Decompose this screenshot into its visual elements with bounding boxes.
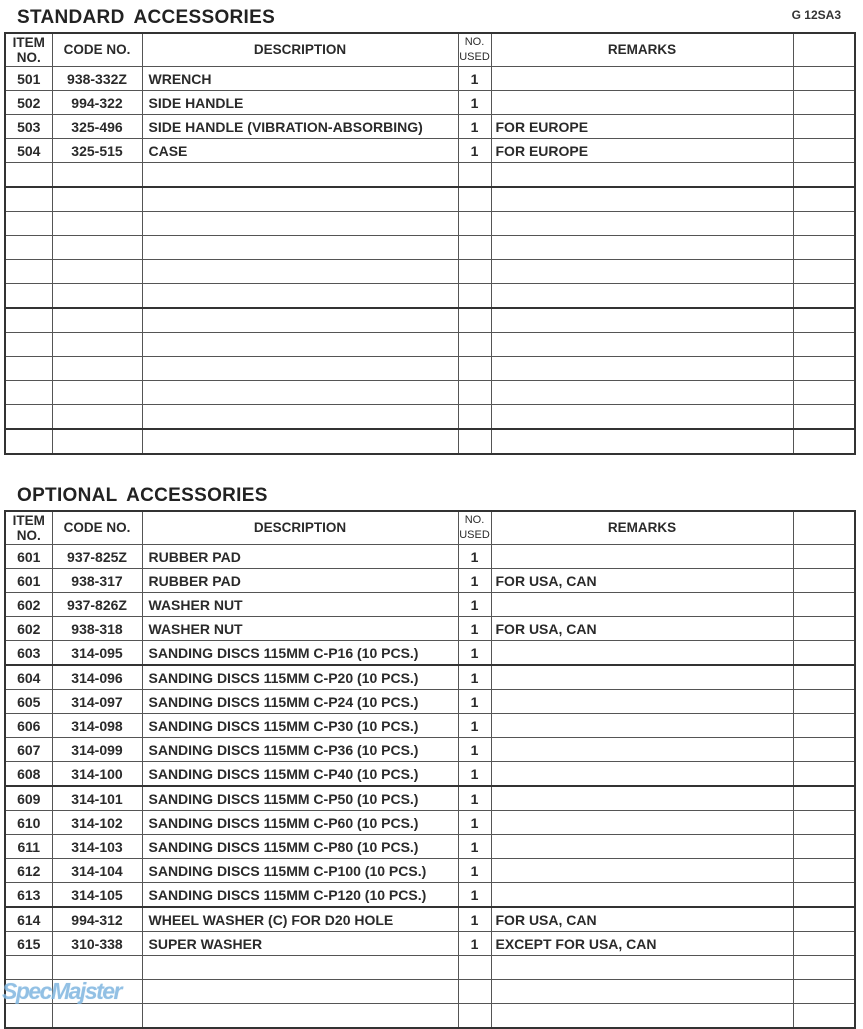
blank-cell: [793, 811, 855, 835]
remarks-cell: FOR EUROPE: [491, 115, 793, 139]
code-cell: 314-095: [52, 641, 142, 666]
table-row: [5, 641, 855, 666]
code-cell: 314-105: [52, 883, 142, 908]
blank-cell: [793, 67, 855, 91]
blank-cell: [793, 786, 855, 811]
code-cell: [52, 236, 142, 260]
description-cell: [142, 381, 458, 405]
code-cell: 314-098: [52, 714, 142, 738]
code-cell: [52, 260, 142, 284]
optional-accessories-table: [4, 510, 856, 1029]
blank-cell: [793, 762, 855, 787]
code-cell: 937-825Z: [52, 545, 142, 569]
description-cell: SANDING DISCS 115MM C-P50 (10 PCS.): [142, 786, 458, 811]
used-cell: 1: [458, 932, 491, 956]
empty-table-row: [5, 956, 855, 980]
table-row: [5, 859, 855, 883]
code-cell: [52, 956, 142, 980]
description-cell: [142, 260, 458, 284]
empty-table-row: [5, 284, 855, 309]
used-cell: [458, 357, 491, 381]
remarks-cell: [491, 357, 793, 381]
item-cell: 602: [5, 617, 52, 641]
code-cell: [52, 333, 142, 357]
table-row: [5, 665, 855, 690]
code-cell: [52, 405, 142, 430]
description-cell: WASHER NUT: [142, 617, 458, 641]
description-cell: [142, 333, 458, 357]
description-cell: [142, 956, 458, 980]
used-cell: 1: [458, 545, 491, 569]
blank-cell: [793, 260, 855, 284]
empty-table-row: [5, 260, 855, 284]
table-row: [5, 786, 855, 811]
code-cell: 314-101: [52, 786, 142, 811]
remarks-cell: FOR USA, CAN: [491, 617, 793, 641]
table-row: [5, 545, 855, 569]
item-cell: 501: [5, 67, 52, 91]
code-cell: 937-826Z: [52, 593, 142, 617]
remarks-cell: [491, 980, 793, 1004]
item-cell: [5, 956, 52, 980]
empty-table-row: [5, 405, 855, 430]
used-cell: 1: [458, 665, 491, 690]
description-cell: SANDING DISCS 115MM C-P36 (10 PCS.): [142, 738, 458, 762]
optional-accessories-title: OPTIONAL ACCESSORIES: [17, 485, 268, 506]
code-cell: 314-096: [52, 665, 142, 690]
blank-cell: [793, 980, 855, 1004]
table-row: [5, 569, 855, 593]
blank-cell: [793, 139, 855, 163]
used-cell: 1: [458, 139, 491, 163]
code-cell: 314-099: [52, 738, 142, 762]
remarks-cell: [491, 284, 793, 309]
description-cell: SANDING DISCS 115MM C-P40 (10 PCS.): [142, 762, 458, 787]
code-cell: [52, 357, 142, 381]
remarks-cell: [491, 67, 793, 91]
empty-table-row: [5, 980, 855, 1004]
code-cell: 310-338: [52, 932, 142, 956]
description-cell: [142, 405, 458, 430]
description-cell: WHEEL WASHER (C) FOR D20 HOLE: [142, 907, 458, 932]
remarks-cell: [491, 641, 793, 666]
description-cell: CASE: [142, 139, 458, 163]
page-code: G 12SA3: [791, 8, 841, 22]
code-no-header: CODE NO.: [52, 33, 142, 67]
empty-table-row: [5, 429, 855, 454]
blank-cell: [793, 163, 855, 188]
description-cell: SUPER WASHER: [142, 932, 458, 956]
code-cell: 994-322: [52, 91, 142, 115]
table-row: [5, 139, 855, 163]
description-cell: [142, 357, 458, 381]
item-cell: 609: [5, 786, 52, 811]
remarks-cell: [491, 665, 793, 690]
remarks-cell: [491, 429, 793, 454]
item-cell: 602: [5, 593, 52, 617]
used-cell: 1: [458, 811, 491, 835]
description-cell: [142, 429, 458, 454]
item-cell: [5, 1004, 52, 1029]
code-cell: [52, 429, 142, 454]
blank-cell: [793, 883, 855, 908]
used-cell: [458, 212, 491, 236]
table-header-row: [5, 33, 855, 67]
description-cell: SANDING DISCS 115MM C-P80 (10 PCS.): [142, 835, 458, 859]
blank-cell: [793, 665, 855, 690]
used-cell: 1: [458, 115, 491, 139]
used-cell: 1: [458, 762, 491, 787]
blank-cell: [793, 187, 855, 212]
remarks-cell: [491, 187, 793, 212]
item-cell: 607: [5, 738, 52, 762]
description-header: DESCRIPTION: [142, 33, 458, 67]
remarks-cell: [491, 308, 793, 333]
remarks-cell: [491, 545, 793, 569]
item-cell: 608: [5, 762, 52, 787]
item-cell: [5, 284, 52, 309]
used-cell: [458, 163, 491, 188]
description-cell: RUBBER PAD: [142, 545, 458, 569]
blank-cell: [793, 1004, 855, 1029]
blank-cell: [793, 907, 855, 932]
code-cell: 314-104: [52, 859, 142, 883]
empty-table-row: [5, 333, 855, 357]
used-cell: [458, 429, 491, 454]
code-cell: [52, 163, 142, 188]
blank-cell: [793, 308, 855, 333]
used-cell: 1: [458, 617, 491, 641]
description-cell: [142, 284, 458, 309]
no-used-header: NO. USED: [458, 511, 491, 545]
code-cell: [52, 212, 142, 236]
blank-cell: [793, 381, 855, 405]
item-cell: 601: [5, 569, 52, 593]
item-cell: 605: [5, 690, 52, 714]
used-cell: 1: [458, 91, 491, 115]
remarks-cell: [491, 260, 793, 284]
description-cell: SANDING DISCS 115MM C-P20 (10 PCS.): [142, 665, 458, 690]
item-cell: [5, 308, 52, 333]
remarks-cell: [491, 593, 793, 617]
remarks-cell: [491, 835, 793, 859]
item-cell: [5, 381, 52, 405]
item-cell: 604: [5, 665, 52, 690]
empty-table-row: [5, 357, 855, 381]
used-cell: 1: [458, 714, 491, 738]
code-cell: 994-312: [52, 907, 142, 932]
item-cell: [5, 163, 52, 188]
description-cell: [142, 308, 458, 333]
description-cell: [142, 236, 458, 260]
empty-table-row: [5, 163, 855, 188]
table-row: [5, 811, 855, 835]
remarks-cell: [491, 738, 793, 762]
blank-cell: [793, 690, 855, 714]
remarks-cell: [491, 859, 793, 883]
description-cell: SANDING DISCS 115MM C-P30 (10 PCS.): [142, 714, 458, 738]
empty-table-row: [5, 308, 855, 333]
item-cell: [5, 212, 52, 236]
description-cell: [142, 980, 458, 1004]
used-cell: 1: [458, 738, 491, 762]
remarks-cell: [491, 811, 793, 835]
blank-cell: [793, 405, 855, 430]
description-cell: SANDING DISCS 115MM C-P16 (10 PCS.): [142, 641, 458, 666]
table-row: [5, 115, 855, 139]
table-row: [5, 714, 855, 738]
table-row: [5, 67, 855, 91]
used-cell: 1: [458, 883, 491, 908]
code-cell: 314-103: [52, 835, 142, 859]
description-cell: [142, 163, 458, 188]
remarks-cell: [491, 762, 793, 787]
blank-cell: [793, 212, 855, 236]
table-row: [5, 762, 855, 787]
blank-cell: [793, 593, 855, 617]
remarks-cell: [491, 333, 793, 357]
description-cell: [142, 1004, 458, 1029]
description-cell: SIDE HANDLE (VIBRATION-ABSORBING): [142, 115, 458, 139]
empty-table-row: [5, 236, 855, 260]
description-cell: SANDING DISCS 115MM C-P24 (10 PCS.): [142, 690, 458, 714]
used-cell: [458, 308, 491, 333]
used-cell: 1: [458, 835, 491, 859]
code-cell: 938-332Z: [52, 67, 142, 91]
description-cell: SANDING DISCS 115MM C-P120 (10 PCS.): [142, 883, 458, 908]
remarks-cell: [491, 236, 793, 260]
remarks-cell: [491, 91, 793, 115]
empty-table-row: [5, 187, 855, 212]
code-cell: 314-097: [52, 690, 142, 714]
blank-header: [793, 33, 855, 67]
blank-cell: [793, 357, 855, 381]
item-cell: 612: [5, 859, 52, 883]
blank-cell: [793, 236, 855, 260]
standard-accessories-table: [4, 32, 856, 455]
item-cell: 613: [5, 883, 52, 908]
no-used-header: NO. USED: [458, 33, 491, 67]
watermark-logo: SpecMajster: [2, 978, 122, 1004]
table-header-row: [5, 511, 855, 545]
blank-cell: [793, 859, 855, 883]
item-cell: [5, 429, 52, 454]
blank-cell: [793, 115, 855, 139]
used-cell: 1: [458, 593, 491, 617]
item-cell: [5, 236, 52, 260]
remarks-cell: [491, 690, 793, 714]
table-row: [5, 91, 855, 115]
description-cell: SANDING DISCS 115MM C-P60 (10 PCS.): [142, 811, 458, 835]
blank-cell: [793, 91, 855, 115]
used-cell: 1: [458, 690, 491, 714]
item-cell: [5, 333, 52, 357]
used-cell: 1: [458, 907, 491, 932]
used-cell: [458, 1004, 491, 1029]
remarks-header: REMARKS: [491, 511, 793, 545]
blank-cell: [793, 429, 855, 454]
item-cell: 603: [5, 641, 52, 666]
remarks-cell: FOR EUROPE: [491, 139, 793, 163]
remarks-cell: [491, 163, 793, 188]
description-header: DESCRIPTION: [142, 511, 458, 545]
used-cell: 1: [458, 859, 491, 883]
empty-table-row: [5, 212, 855, 236]
remarks-cell: [491, 786, 793, 811]
item-cell: [5, 187, 52, 212]
item-cell: 611: [5, 835, 52, 859]
item-cell: 614: [5, 907, 52, 932]
used-cell: 1: [458, 67, 491, 91]
remarks-cell: [491, 381, 793, 405]
description-cell: WASHER NUT: [142, 593, 458, 617]
remarks-cell: [491, 405, 793, 430]
remarks-cell: [491, 956, 793, 980]
used-cell: [458, 405, 491, 430]
blank-cell: [793, 835, 855, 859]
used-cell: [458, 236, 491, 260]
empty-table-row: [5, 381, 855, 405]
remarks-cell: FOR USA, CAN: [491, 569, 793, 593]
empty-table-row: [5, 1004, 855, 1029]
item-cell: 502: [5, 91, 52, 115]
item-cell: [5, 260, 52, 284]
table-row: [5, 690, 855, 714]
used-cell: [458, 980, 491, 1004]
blank-cell: [793, 641, 855, 666]
table-row: [5, 617, 855, 641]
code-cell: 314-102: [52, 811, 142, 835]
blank-cell: [793, 714, 855, 738]
code-cell: [52, 1004, 142, 1029]
blank-cell: [793, 617, 855, 641]
blank-cell: [793, 956, 855, 980]
code-cell: 938-318: [52, 617, 142, 641]
item-no-header: ITEM NO.: [5, 33, 52, 67]
remarks-cell: [491, 212, 793, 236]
blank-header: [793, 511, 855, 545]
description-cell: SIDE HANDLE: [142, 91, 458, 115]
used-cell: [458, 381, 491, 405]
code-cell: 325-515: [52, 139, 142, 163]
used-cell: [458, 260, 491, 284]
code-cell: [52, 187, 142, 212]
code-cell: [52, 381, 142, 405]
description-cell: [142, 187, 458, 212]
remarks-cell: [491, 714, 793, 738]
used-cell: 1: [458, 569, 491, 593]
table-row: [5, 738, 855, 762]
table-row: [5, 593, 855, 617]
item-cell: [5, 357, 52, 381]
blank-cell: [793, 932, 855, 956]
description-cell: WRENCH: [142, 67, 458, 91]
item-cell: 606: [5, 714, 52, 738]
description-cell: [142, 212, 458, 236]
item-no-header: ITEM NO.: [5, 511, 52, 545]
table-row: [5, 883, 855, 908]
item-cell: 601: [5, 545, 52, 569]
blank-cell: [793, 333, 855, 357]
remarks-cell: [491, 883, 793, 908]
remarks-cell: [491, 1004, 793, 1029]
blank-cell: [793, 738, 855, 762]
item-cell: 610: [5, 811, 52, 835]
used-cell: 1: [458, 786, 491, 811]
code-no-header: CODE NO.: [52, 511, 142, 545]
code-cell: [52, 308, 142, 333]
used-cell: [458, 956, 491, 980]
table-row: [5, 835, 855, 859]
blank-cell: [793, 284, 855, 309]
item-cell: 504: [5, 139, 52, 163]
code-cell: [52, 284, 142, 309]
table-row: [5, 907, 855, 932]
used-cell: [458, 187, 491, 212]
remarks-cell: EXCEPT FOR USA, CAN: [491, 932, 793, 956]
code-cell: 325-496: [52, 115, 142, 139]
remarks-header: REMARKS: [491, 33, 793, 67]
used-cell: [458, 284, 491, 309]
used-cell: 1: [458, 641, 491, 666]
standard-accessories-title: STANDARD ACCESSORIES: [17, 7, 276, 28]
table-row: [5, 932, 855, 956]
code-cell: 938-317: [52, 569, 142, 593]
blank-cell: [793, 569, 855, 593]
description-cell: SANDING DISCS 115MM C-P100 (10 PCS.): [142, 859, 458, 883]
code-cell: 314-100: [52, 762, 142, 787]
item-cell: 615: [5, 932, 52, 956]
remarks-cell: FOR USA, CAN: [491, 907, 793, 932]
description-cell: RUBBER PAD: [142, 569, 458, 593]
item-cell: 503: [5, 115, 52, 139]
blank-cell: [793, 545, 855, 569]
used-cell: [458, 333, 491, 357]
item-cell: [5, 405, 52, 430]
